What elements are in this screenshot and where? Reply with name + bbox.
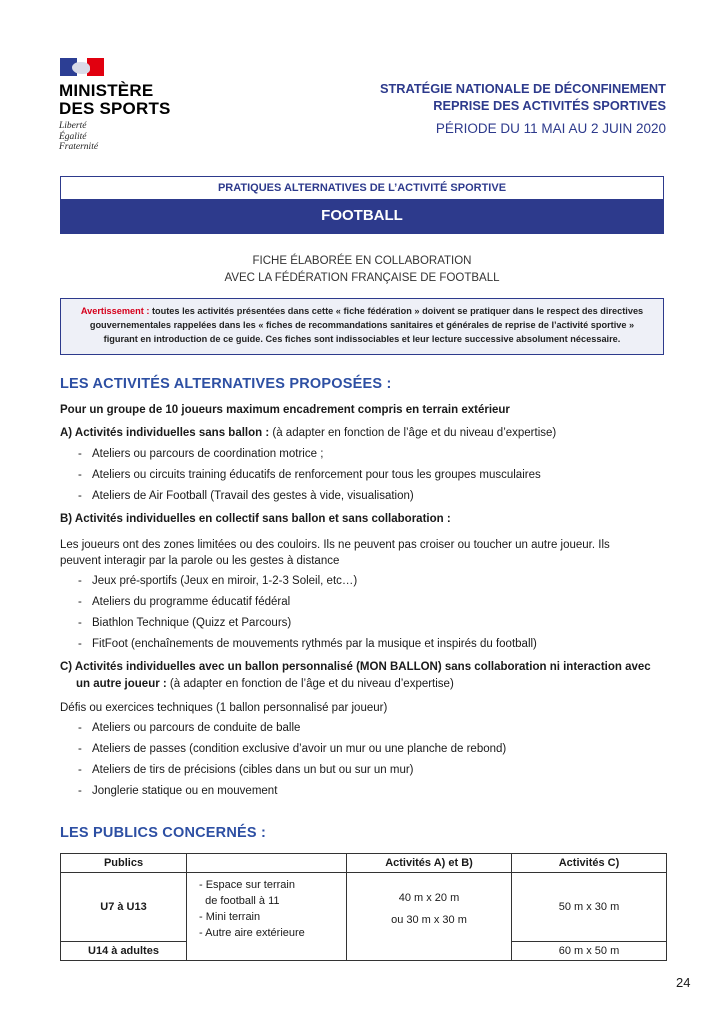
list-item: - Jonglerie statique ou en mouvement (78, 785, 278, 797)
motto-liberte: Liberté (59, 121, 87, 131)
cell-spaces (187, 873, 347, 961)
collab-line1: FICHE ÉLABORÉE EN COLLABORATION (252, 255, 472, 267)
list-item-text: Ateliers du programme éducatif fédéral (92, 596, 291, 608)
list-item-text: Ateliers ou circuits training éducatifs de renforcement pour tous les groupes musculaires (92, 469, 541, 481)
activity-b-title: B) Activités individuelles en collectif sans ballon et sans collaboration : (60, 513, 451, 525)
motto-fraternite: Fraternité (59, 142, 99, 152)
strategy-title: STRATÉGIE NATIONALE DE DÉCONFINEMENT (379, 81, 666, 96)
activity-a-note: (à adapter en fonction de l’âge et du niveau d’expertise) (269, 427, 557, 439)
title-box-subtitle: PRATIQUES ALTERNATIVES DE L’ACTIVITÉ SPORTIVE (217, 182, 507, 194)
list-item: - Ateliers de tirs de précisions (cibles dans un but ou sur un mur) (78, 764, 414, 776)
motto-egalite: Égalité (59, 131, 87, 142)
warning-label: Avertissement : (80, 306, 150, 316)
activity-c-title-line1: C) Activités individuelles avec un ballon personnalisé (MON BALLON) sans collaboration ni interaction avec (60, 661, 651, 673)
list-item: - Ateliers du programme éducatif fédéral (78, 596, 291, 608)
period-text: PÉRIODE DU 11 MAI AU 2 JUIN 2020 (435, 121, 666, 136)
cell-activities-c-u7: 50 m x 30 m (512, 873, 667, 942)
space-item: - Mini terrain (199, 911, 261, 923)
list-item-text: Biathlon Technique (Quizz et Parcours) (92, 617, 292, 629)
list-item: - Ateliers de Air Football (Travail des gestes à vide, visualisation) (78, 490, 414, 502)
table-row (61, 873, 667, 942)
page-number: 24 (676, 975, 691, 990)
strategy-subtitle: REPRISE DES ACTIVITÉS SPORTIVES (433, 98, 666, 113)
collab-line2: AVEC LA FÉDÉRATION FRANÇAISE DE FOOTBALL (224, 272, 500, 284)
list-item-text: Ateliers de Air Football (Travail des gestes à vide, visualisation) (92, 490, 414, 502)
space-item: - Espace sur terrain (199, 879, 295, 891)
list-item: - Ateliers ou circuits training éducatifs de renforcement pour tous les groupes musculaires (78, 469, 541, 481)
marianne-logo (60, 58, 104, 76)
list-item: - Biathlon Technique (Quizz et Parcours) (78, 617, 292, 629)
page-title: FOOTBALL (61, 199, 663, 233)
cell-activities-ab (347, 873, 512, 961)
cell-activities-c-u14: 60 m x 50 m (512, 942, 667, 961)
group-intro: Pour un groupe de 10 joueurs maximum encadrement compris en terrain extérieur (60, 404, 510, 416)
list-item-text: Jeux pré-sportifs (Jeux en miroir, 1-2-3 Soleil, etc…) (92, 575, 358, 587)
list-item: - Jeux pré-sportifs (Jeux en miroir, 1-2-3 Soleil, etc…) (78, 575, 358, 587)
collaboration-note (0, 253, 724, 287)
activity-c-label: un autre joueur : (76, 678, 167, 690)
activity-c-text: Défis ou exercices techniques (1 ballon personnalisé par joueur) (60, 702, 388, 714)
list-item-text: Ateliers ou parcours de conduite de balle (92, 722, 301, 734)
warning-box (60, 298, 664, 355)
section-heading-publics: LES PUBLICS CONCERNÉS : (60, 825, 267, 841)
activity-b-text-line1: Les joueurs ont des zones limitées ou des couloirs. Ils ne peuvent pas croiser ou toucher un autre joueur. Ils (60, 539, 610, 551)
list-item: - Ateliers ou parcours de conduite de balle (78, 722, 301, 734)
space-item: - Autre aire extérieure (199, 927, 305, 939)
ab-size-1: 40 m x 20 m (398, 892, 460, 904)
header-blank (187, 854, 347, 873)
header-publics: Publics (61, 854, 187, 873)
title-box (60, 176, 664, 234)
activity-a-label: A) Activités individuelles sans ballon : (60, 427, 270, 439)
header-activities-c: Activités C) (512, 854, 667, 873)
republic-motto (59, 121, 98, 153)
section-heading-activities: LES ACTIVITÉS ALTERNATIVES PROPOSÉES : (60, 376, 392, 392)
table-header-row (61, 854, 667, 873)
cell-public-u7: U7 à U13 (61, 873, 187, 942)
list-item-text: Jonglerie statique ou en mouvement (92, 785, 278, 797)
header-activities-ab: Activités A) et B) (347, 854, 512, 873)
list-item: - FitFoot (enchaînements de mouvements rythmés par la musique et inspirés du football) (78, 638, 537, 650)
document-header (380, 80, 666, 138)
publics-table (60, 853, 667, 961)
ministry-line2: DES SPORTS (59, 99, 171, 118)
ministry-line1: MINISTÈRE (59, 81, 154, 100)
list-item: - Ateliers de passes (condition exclusive d’avoir un mur ou une planche de rebond) (78, 743, 507, 755)
list-item-text: Ateliers de passes (condition exclusive d’avoir un mur ou une planche de rebond) (92, 743, 507, 755)
ab-size-2: ou 30 m x 30 m (391, 914, 467, 926)
warning-line1: toutes les activités présentées dans cette « fiche fédération » doivent se pratiquer dans le respect des directives (149, 306, 644, 316)
activity-a-title (60, 425, 556, 441)
space-item: de football à 11 (199, 895, 280, 907)
warning-line2: gouvernementales rappelées dans les « fiches de recommandations sanitaires et générales de reprise de l’activité sportive » (89, 320, 635, 330)
ministry-name (59, 82, 171, 118)
list-item-text: Ateliers de tirs de précisions (cibles dans un but ou sur un mur) (92, 764, 414, 776)
warning-line3: figurant en introduction de ce guide. Ces fiches sont indissociables et leur lecture successive absolument nécessaire. (103, 334, 621, 344)
activity-c-title-line2 (76, 676, 454, 692)
cell-public-u14: U14 à adultes (61, 942, 187, 961)
activity-c-note: (à adapter en fonction de l’âge et du niveau d’expertise) (166, 678, 454, 690)
activity-b-text-line2: peuvent interagir par la parole ou les gestes à distance (60, 555, 340, 567)
list-item-text: Ateliers ou parcours de coordination motrice ; (92, 448, 324, 460)
list-item-text: FitFoot (enchaînements de mouvements rythmés par la musique et inspirés du football) (92, 638, 537, 650)
list-item: - Ateliers ou parcours de coordination motrice ; (78, 448, 324, 460)
